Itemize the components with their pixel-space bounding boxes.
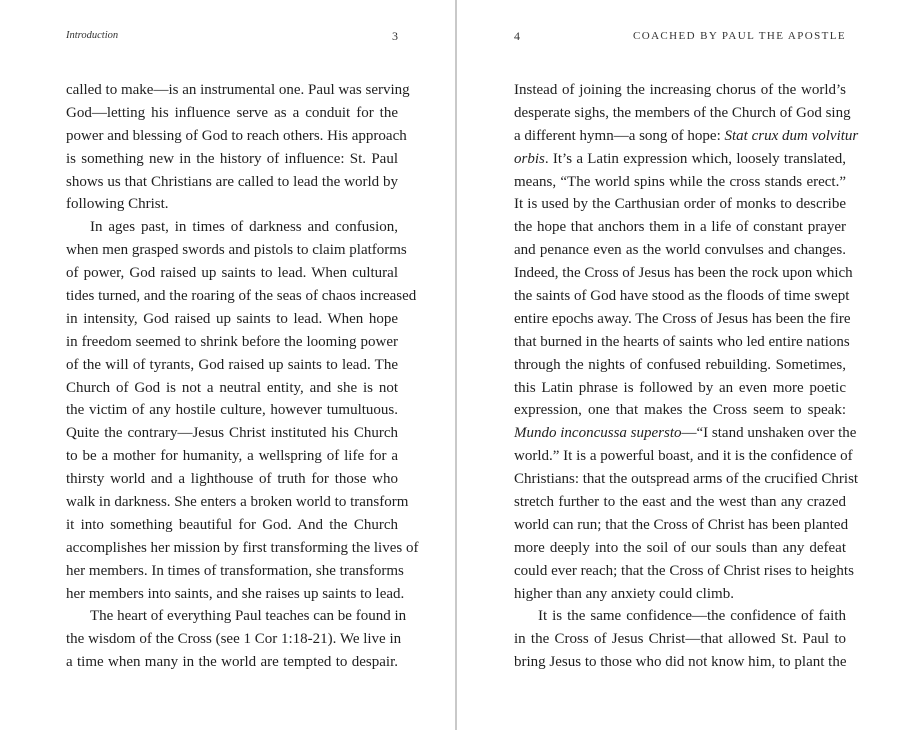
text-line: stretch further to the east and the west than any crazed bbox=[514, 494, 846, 511]
text-line: in the Cross of Jesus Christ—that allowed St. Paul to bbox=[514, 631, 846, 648]
text-line: called to make—is an instrumental one. Paul was serving bbox=[66, 82, 410, 98]
text-line: Christians: that the outspread arms of the crucified Christ bbox=[514, 471, 859, 488]
text-line: In ages past, in times of darkness and confusion, bbox=[90, 219, 398, 236]
text-line: Quite the contrary—Jesus Christ instituted his Church bbox=[66, 425, 398, 442]
text-line: and penance even as the world convulses and changes. bbox=[514, 242, 846, 259]
text-line: desperate sighs, the members of the Church of God sing bbox=[514, 104, 851, 121]
text-line: a time when many in the world are tempted to despair. bbox=[66, 654, 398, 671]
latin-phrase: Stat crux dum volvitur bbox=[724, 127, 859, 144]
text-line: tides turned, and the roaring of the seas of chaos increased bbox=[66, 288, 417, 305]
latin-phrase: Mundo inconcussa supersto bbox=[514, 425, 682, 442]
text-line: to be a mother for humanity, a wellspring of life for a bbox=[66, 448, 398, 465]
text-line: The heart of everything Paul teaches can be found in bbox=[90, 608, 407, 625]
text-line: higher than any anxiety could climb. bbox=[514, 585, 734, 602]
text-line: the wisdom of the Cross (see 1 Cor 1:18-21). We live in bbox=[66, 631, 402, 648]
text-line: her members. In times of transformation, she transforms bbox=[66, 562, 404, 579]
text-line: walk in darkness. She enters a broken world to transform bbox=[66, 494, 409, 511]
text-segment: . It’s a Latin expression which, loosely translated, bbox=[544, 150, 846, 167]
text-line: in freedom seemed to shrink before the looming power bbox=[66, 333, 398, 350]
page-number: 3 bbox=[392, 29, 398, 43]
text-line: accomplishes her mission by first transforming the lives of bbox=[66, 539, 419, 556]
left-running-head bbox=[66, 29, 398, 43]
text-line bbox=[514, 125, 859, 148]
text-line: that burned in the hearts of saints who led entire nations bbox=[514, 333, 850, 350]
text-line: thirsty world and a lighthouse of truth for those who bbox=[66, 471, 398, 488]
text-line: world can run; that the Cross of Christ has been planted bbox=[514, 516, 849, 533]
text-line: the hope that anchors them in a life of constant prayer bbox=[514, 219, 846, 236]
text-line: Indeed, the Cross of Jesus has been the rock upon which bbox=[514, 265, 853, 282]
right-body-text bbox=[514, 79, 859, 674]
left-page bbox=[66, 0, 419, 730]
right-page bbox=[514, 0, 859, 730]
text-line: the victim of any hostile culture, however tumultuous. bbox=[66, 402, 398, 419]
text-line: God—letting his influence serve as a conduit for the bbox=[66, 104, 398, 121]
text-line: shows us that Christians are called to lead the world by bbox=[66, 173, 398, 190]
text-line: it into something beautiful for God. And the Church bbox=[66, 516, 398, 533]
page-number: 4 bbox=[514, 29, 520, 43]
page-gutter bbox=[455, 0, 457, 730]
text-line bbox=[514, 422, 857, 445]
text-line: means, “The world spins while the cross stands erect.” bbox=[514, 173, 846, 190]
left-body-text bbox=[66, 79, 419, 674]
text-line: It is the same confidence—the confidence of faith bbox=[538, 608, 846, 625]
text-line: of the will of tyrants, God raised up saints to lead. The bbox=[66, 356, 398, 373]
latin-phrase: orbis bbox=[514, 150, 545, 167]
running-title: Introduction bbox=[66, 30, 119, 41]
text-line: this Latin phrase is followed by an even more poetic bbox=[514, 379, 846, 396]
text-line: It is used by the Carthusian order of monks to describe bbox=[514, 196, 846, 213]
text-line: more deeply into the soil of our souls than any defeat bbox=[514, 539, 846, 556]
text-line: following Christ. bbox=[66, 196, 169, 213]
text-line: of power, God raised up saints to lead. When cultural bbox=[66, 265, 398, 282]
text-line: Church of God is not a neutral entity, and she is not bbox=[66, 379, 398, 396]
text-line: her members into saints, and she raises up saints to lead. bbox=[66, 585, 405, 602]
text-line: entire epochs away. The Cross of Jesus has been the fire bbox=[514, 310, 851, 327]
text-line bbox=[514, 148, 846, 171]
text-line: in intensity, God raised up saints to lead. When hope bbox=[66, 310, 398, 327]
text-line: when men grasped swords and pistols to claim platforms bbox=[66, 242, 407, 259]
running-title: COACHED BY PAUL THE APOSTLE bbox=[632, 30, 846, 42]
text-segment: a different hymn—a song of hope: bbox=[514, 127, 725, 144]
text-line: through the nights of confused rebuilding. Sometimes, bbox=[514, 356, 846, 373]
text-line: is something new in the history of influence: St. Paul bbox=[66, 150, 398, 167]
right-running-head bbox=[514, 29, 846, 43]
text-line: could ever reach; that the Cross of Christ rises to heights bbox=[514, 562, 854, 579]
text-line: Instead of joining the increasing chorus of the world’s bbox=[514, 82, 846, 98]
text-segment: —“I stand unshaken over the bbox=[681, 425, 857, 442]
text-line: bring Jesus to those who did not know him, to plant the bbox=[514, 654, 847, 671]
text-line: expression, one that makes the Cross seem to speak: bbox=[514, 402, 846, 419]
text-line: the saints of God have stood as the floods of time swept bbox=[514, 288, 850, 305]
text-line: power and blessing of God to reach others. His approach bbox=[66, 127, 407, 144]
text-line: world.” It is a powerful boast, and it is the confidence of bbox=[514, 448, 853, 465]
